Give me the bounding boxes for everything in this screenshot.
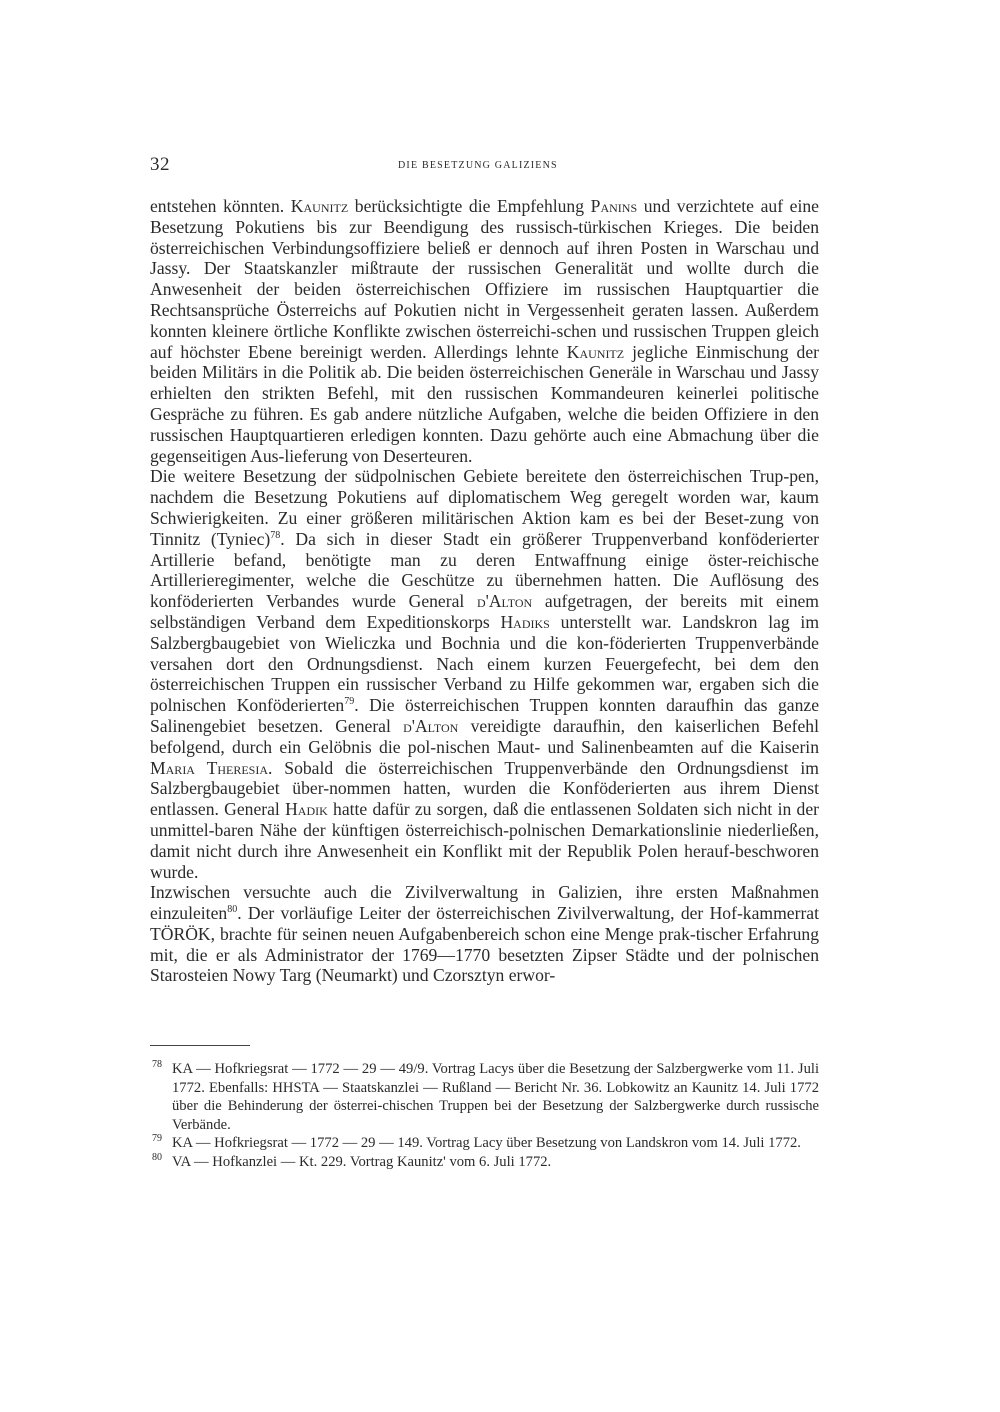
text-run: Die weitere Besetzung der südpolnischen Gebiete bereitete den österreichischen Trup-pen, nachdem die Besetzung Pokutiens auf diplomatischem Weg geregelt worden war, kaum Schwierigkeiten. Zu einer größeren militärischen Aktion kam es bei der Beset-zung von Tinnitz (Tyniec)	[150, 466, 819, 549]
footnote-text: VA — Hofkanzlei — Kt. 229. Vortrag Kaunitz' vom 6. Juli 1772.	[172, 1153, 552, 1170]
footnote-number: 78	[152, 1059, 162, 1070]
footnotes	[150, 1060, 819, 1172]
footnote-text: KA — Hofkriegsrat — 1772 — 29 — 149. Vortrag Lacy über Besetzung von Landskron vom 14. Juli 1772.	[172, 1135, 801, 1152]
person-name: Kaunitz	[566, 341, 625, 362]
person-name: Kaunitz	[290, 196, 349, 216]
person-name: d'Alton	[403, 715, 459, 736]
footnote-number: 80	[152, 1151, 162, 1163]
text-run: entstehen könnten.	[150, 196, 291, 216]
text-run: . Sobald die österreichischen Truppenverbände den Ordnungsdienst im Salzbergbaugebiet über-nommen hatten, wurden die Konföderierten aus ihrem Dienst entlassen. General	[150, 757, 819, 820]
paragraph-2	[150, 466, 819, 882]
text-run: berücksichtigte die Empfehlung	[348, 196, 591, 216]
text-run: jegliche Einmischung der beiden Militärs in die Politik ab. Die beiden österreichischen Generäle in Warschau und Jassy erhielten den strikten Befehl, mit den russischen Kommandeuren keinerlei politische Gespräche zu führen. Es gab andere nützliche Aufgaben, welche die beiden Offiziere in den russischen Hauptquartieren erledigen konnten. Dazu gehörte auch eine Abmachung über die gegenseitigen Aus-lieferung von Deserteuren.	[150, 341, 819, 466]
running-head: DIE BESETZUNG GALIZIENS	[398, 160, 558, 171]
footnote-ref: 80	[227, 904, 238, 916]
footnote-79	[150, 1134, 819, 1153]
main-text	[150, 196, 819, 986]
page-number: 32	[150, 154, 170, 175]
text-run: unterstellt war. Landskron lag im Salzbergbaugebiet von Wieliczka und Bochnia und die kon-föderierten Truppenverbände versahen dort den Ordnungsdienst. Nach einem kurzen Feuergefecht, bei dem den österreichischen Truppen ein russischer Verband zu Hilfe gekommen war, ergaben sich die polnischen Konföderierten	[150, 611, 820, 716]
text-run: und verzichtete auf eine Besetzung Pokutiens bis zur Beendigung des russisch-türkischen Krieges. Die beiden österreichischen Verbindungsoffiziere beließ er dennoch auf ihren Posten in Warschau und Jassy. Der Staatskanzler mißtraute der russischen Generalität und wollte durch die Anwesenheit der beiden österreichischen Offiziere im russischen Hauptquartier die Rechtsansprüche Österreichs auf Pokutien nicht in Vergessenheit geraten lassen. Außerdem konnten kleinere örtliche Konflikte zwischen österreichi-schen und russischen Truppen gleich auf höchster Ebene bereinigt werden. Allerdings lehnte	[150, 196, 819, 362]
footnote-ref: 78	[270, 529, 281, 541]
text-run: vereidigte daraufhin, den kaiserlichen Befehl befolgend, durch ein Gelöbnis die pol-nischen Maut- und Salinenbeamten auf die Kaiserin	[150, 715, 819, 757]
footnote-text: KA — Hofkriegsrat — 1772 — 29 — 49/9. Vortrag Lacys über die Besetzung der Salzbergwerke vom 11. Juli 1772. Ebenfalls: HHSTA — Staatskanzlei — Rußland — Bericht Nr. 36. Lobkowitz an Kaunitz 14. Juli 1772 über die Behinderung der österrei-chischen Truppen bei der Besetzung der Salzbergwerke durch russische Verbände.	[172, 1061, 819, 1133]
paragraph-3	[150, 882, 819, 986]
footnote-ref: 79	[344, 696, 355, 708]
footnote-divider	[150, 1045, 250, 1046]
person-name: Panins	[590, 196, 638, 216]
person-name: Maria Theresia	[150, 757, 268, 778]
footnote-78	[150, 1060, 819, 1134]
person-name: d'Alton	[477, 591, 533, 612]
footnote-80	[150, 1153, 819, 1172]
person-name: Hadik	[285, 799, 328, 820]
text-run: . Die österreichischen Truppen konnten daraufhin das ganze Salinengebiet besetzen. General	[150, 695, 820, 736]
text-run: aufgetragen, der bereits mit einem selbständigen Verband dem Expeditionskorps	[150, 591, 819, 632]
paragraph-1	[150, 196, 819, 466]
text-run: Inzwischen versuchte auch die Zivilverwaltung in Galizien, ihre ersten Maßnahmen einzuleiten	[150, 882, 819, 924]
text-run: hatte dafür zu sorgen, daß die entlassenen Soldaten sich nicht in der unmittel-baren Nähe der künftigen österreichisch-polnischen Demarkationslinie niederließen, damit nicht durch ihre Anwesenheit ein Konflikt mit der Republik Polen herauf-beschworen wurde.	[150, 799, 819, 882]
text-run: . Da sich in dieser Stadt ein größerer Truppenverband konföderierter Artillerie befand, benötigte man zu deren Entwaffnung einige öster-reichische Artillerieregimenter, welche die Geschütze zu übernehmen hatten. Die Auflösung des konföderierten Verbandes wurde General	[150, 528, 819, 612]
text-run: . Der vorläufige Leiter der österreichischen Zivilverwaltung, der Hof-kammerrat TÖRÖK, brachte für seinen neuen Aufgabenbereich schon eine Menge prak-tischer Erfahrung mit, die er als Administrator der 1769—1770 besetzten Zipser Städte und der polnischen Starosteien Nowy Targ (Neumarkt) und Czorsztyn erwor-	[150, 903, 819, 986]
person-name: Hadiks	[500, 611, 550, 632]
footnote-number: 79	[152, 1133, 162, 1145]
